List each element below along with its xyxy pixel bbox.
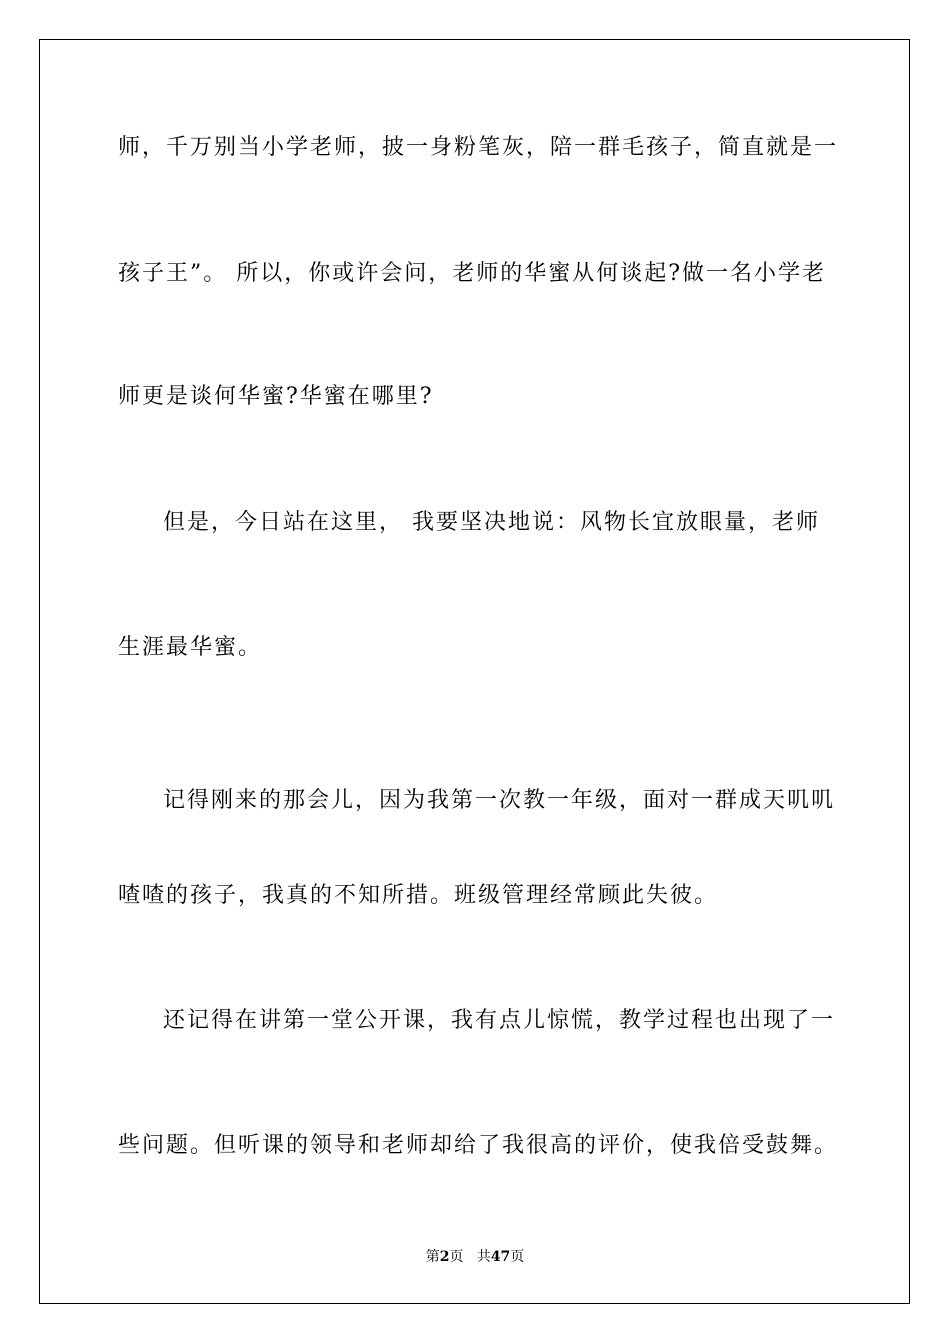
- text-line: 生涯最华蜜。: [118, 635, 263, 660]
- paragraph-first-line: 记得刚来的那会儿，因为我第一次教一年级，面对一群成天叽叽: [163, 788, 836, 813]
- text-line: 喳喳的孩子，我真的不知所措。班级管理经常顾此失彼。: [118, 883, 719, 908]
- total-page-count: 47: [490, 1249, 511, 1265]
- footer-page-suffix: 页: [449, 1249, 464, 1265]
- page-border: [39, 39, 910, 1304]
- text-line: 师，千万别当小学老师，披一身粉笔灰，陪一群毛孩子，简直就是一: [118, 135, 839, 160]
- footer-prefix: 第: [425, 1249, 440, 1265]
- page-footer: [0, 1248, 950, 1266]
- text-line: 孩子王”。 所以，你或许会问，老师的华蜜从何谈起?做一名小学老: [118, 261, 827, 286]
- footer-total-suffix: 页: [510, 1249, 525, 1265]
- text-line: 师更是谈何华蜜?华蜜在哪里?: [118, 384, 434, 409]
- paragraph-first-line: 还记得在讲第一堂公开课，我有点儿惊慌，教学过程也出现了一: [163, 1008, 836, 1033]
- text-line: 些问题。但听课的领导和老师却给了我很高的评价，使我倍受鼓舞。: [118, 1133, 839, 1158]
- current-page-number: 2: [439, 1249, 450, 1265]
- footer-total-prefix: 共: [476, 1249, 491, 1265]
- paragraph-first-line: 但是，今日站在这里， 我要坚决地说：风物长宜放眼量，老师: [163, 510, 820, 535]
